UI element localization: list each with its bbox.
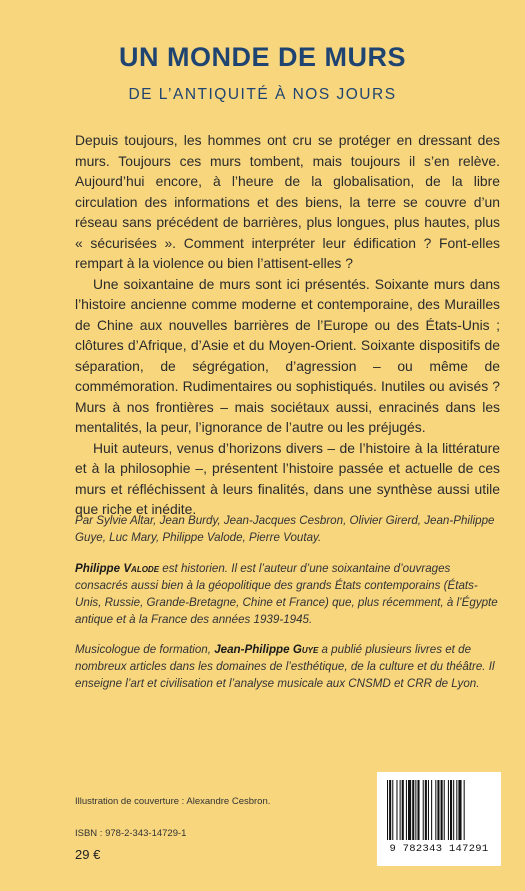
barcode-bar	[396, 780, 397, 840]
barcode-bars	[385, 780, 493, 842]
author-name-valode	[75, 562, 159, 575]
blurb-paragraph-1: Depuis toujours, les hommes ont cru se protéger en dressant des murs. Toujours ces murs tombent, mais toujours il s’en relève. Aujourd’hui encore, à l’heure de la globalisation, de la libre circulation des informations et des biens, la terre se couvre d’un réseau sans précédent de barrières, plus longues, plus hautes, plus « sécurisées ». Comment interpréter leur édification ? Font-elles rempart à la violence ou bien l’attisent-elles ?	[75, 132, 500, 271]
barcode-bar	[389, 780, 391, 840]
barcode-number: 9 782343 147291	[389, 843, 489, 855]
blurb	[75, 130, 500, 520]
barcode-bar	[428, 780, 429, 840]
barcode-bar	[444, 780, 445, 840]
author-bio-guye	[75, 641, 500, 692]
authors-list: Par Sylvie Altar, Jean Burdy, Jean-Jacques Cesbron, Olivier Girerd, Jean-Philippe Guye, Luc Mary, Philippe Valode, Pierre Voutay.	[75, 514, 495, 544]
barcode-bar	[448, 780, 449, 840]
barcode-bar	[453, 780, 454, 840]
isbn: ISBN : 978-2-343-14729-1	[75, 828, 187, 839]
price: 29 €	[75, 847, 101, 862]
barcode-bar	[406, 780, 407, 840]
blurb-paragraph-2: Une soixantaine de murs sont ici présentés. Soixante murs dans l’histoire ancienne comme moderne et contemporaine, des Murailles de Chine aux nouvelles barrières de l’Europe ou des États-Unis ; clôtures d’Afrique, d’Asie et du Moyen-Orient. Soixante dispositifs de séparation, de ségrégation, d’agression – ou même de commémoration. Rudimentaires ou sophistiqués. Inutiles ou avisés ? Murs à nos frontières – mais sociétaux aussi, enracinés dans les mentalités, la peur, l’ignorance de l’autre ou les préjugés.	[75, 275, 500, 435]
author-bio-valode	[75, 560, 500, 628]
barcode-bar	[458, 780, 461, 840]
barcode-bar	[408, 780, 411, 840]
barcode-bar	[435, 780, 436, 840]
barcode-bar	[450, 780, 452, 840]
book-title: UN MONDE DE MURS	[118, 42, 406, 72]
author-first-name: Jean-Philippe	[214, 643, 293, 656]
barcode-bar	[392, 780, 393, 840]
barcode-bar	[464, 780, 465, 840]
barcode-bar	[437, 780, 439, 840]
author-first-name: Philippe	[75, 562, 124, 575]
barcode-bar	[441, 780, 443, 840]
barcode-bar	[415, 780, 416, 840]
book-subtitle: DE L’ANTIQUITÉ À NOS JOURS	[128, 86, 397, 103]
author-name-guye	[214, 643, 318, 656]
barcode-bar	[431, 780, 432, 840]
barcode-bar	[387, 780, 388, 840]
barcode-bar	[417, 780, 419, 840]
barcode-bar	[402, 780, 404, 840]
barcode-bar	[425, 780, 427, 840]
author-bio-text: est historien. Il est l’auteur d’une soixantaine d’ouvrages consacrés aussi bien à la géopolitique des grands États contemporains (États-Unis, Russie, Grande-Bretagne, Chine et France) que, plus récemment, à l’Égypte antique et à la France des années 1939-1945.	[75, 562, 498, 626]
illustration-credit: Illustration de couverture : Alexandre Cesbron.	[75, 796, 271, 807]
barcode-bar	[423, 780, 424, 840]
barcode	[377, 772, 501, 866]
barcode-bar	[400, 780, 401, 840]
blurb-paragraph-3: Huit auteurs, venus d’horizons divers – de l’histoire à la littérature et à la philosophie –, présentent l’histoire passée et actuelle de ces murs et réfléchissent à leurs finalités, dans une synthèse aussi utile que riche et inédite.	[75, 439, 500, 517]
author-last-name: Guye	[292, 643, 319, 656]
author-bio-text: a publié plusieurs livres et de nombreux articles dans les domaines de l’esthétique, de la culture et du théâtre. Il enseigne l’art et civilisation et l’analyse musicale aux CNSMD et CRR de Lyon.	[75, 643, 495, 690]
author-bio-intro: Musicologue de formation,	[75, 643, 215, 656]
barcode-bar	[456, 780, 457, 840]
author-last-name: Valode	[123, 562, 160, 575]
barcode-bar	[412, 780, 414, 840]
